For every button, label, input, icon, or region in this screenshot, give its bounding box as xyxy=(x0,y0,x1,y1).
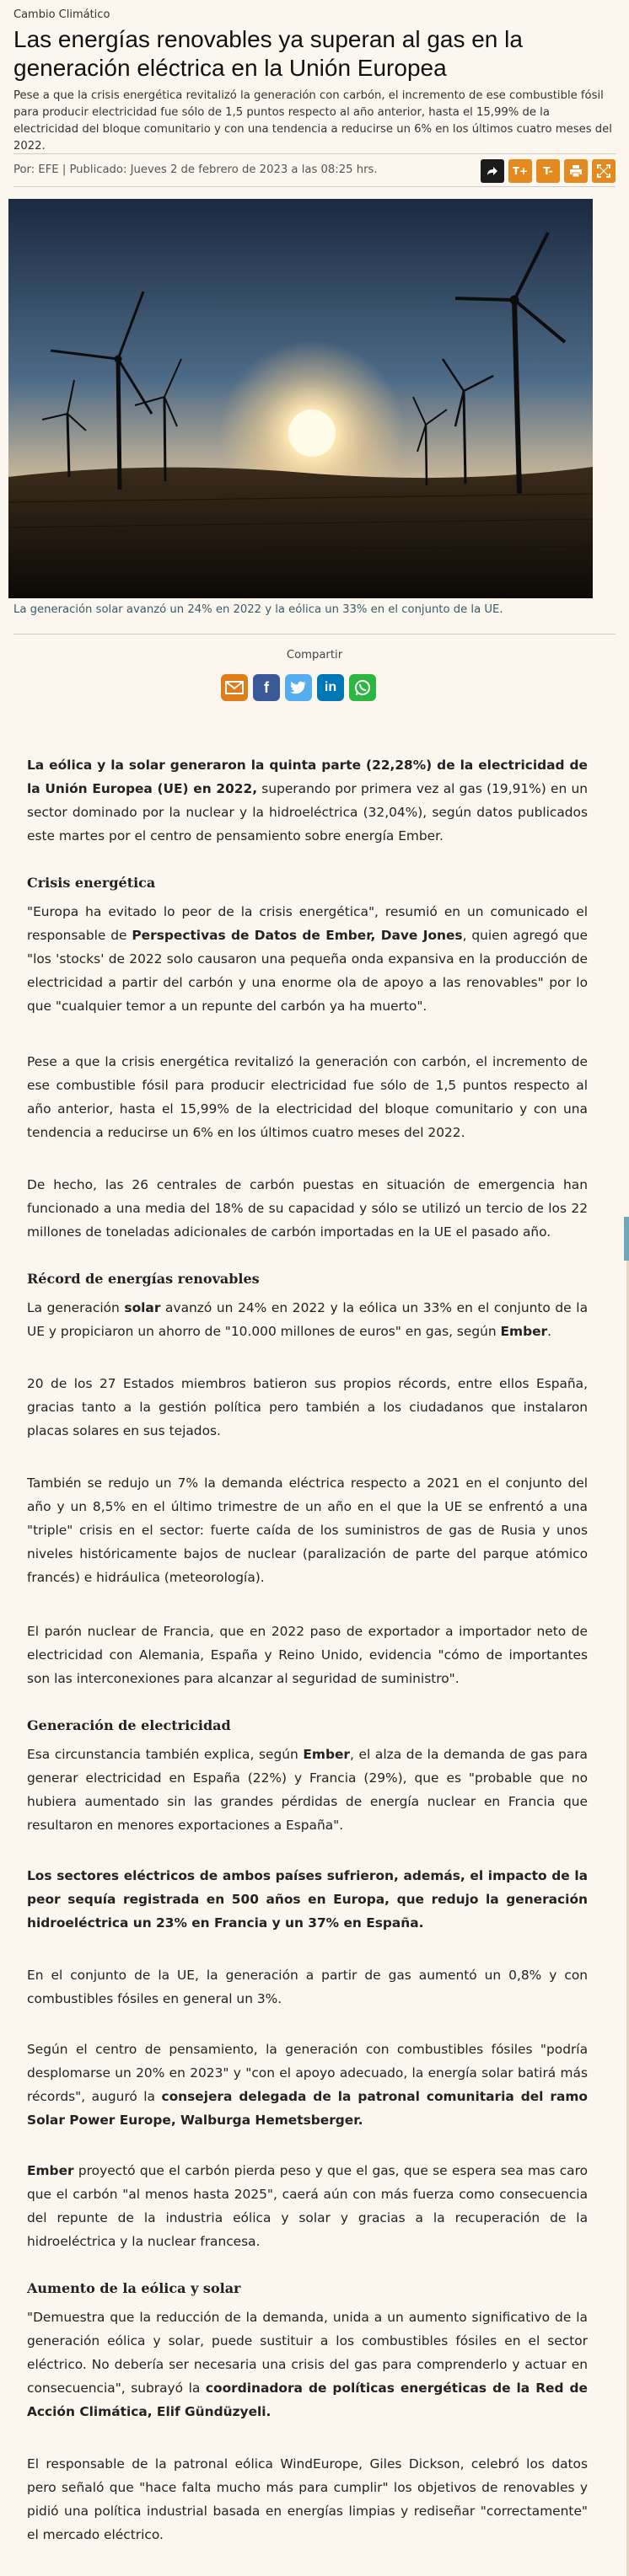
share-twitter-button[interactable] xyxy=(285,674,312,701)
section-label[interactable]: Cambio Climático xyxy=(13,8,110,21)
page-title: Las energías renovables ya superan al gas en la generación eléctrica en la Unión Europea xyxy=(13,26,523,81)
share-arrow-button[interactable] xyxy=(481,159,504,183)
print-button[interactable] xyxy=(564,159,588,183)
paragraph: Según el centro de pensamiento, la generación con combustibles fósiles "podría desplomarse un 20% en 2023" y "con el apoyo adecuado, la energía solar batirá más récords", auguró la consejera delegada de la patronal comunitaria del ramo Solar Power Europe, Walburga Hemetsberger. xyxy=(27,2042,588,2128)
paragraph: La eólica y la solar generaron la quinta parte (22,28%) de la electricidad de la Unión Europea (UE) en 2022, superando por primera vez al gas (19,91%) en un sector dominado por la nuclear y la hidroeléctrica (32,04%), según datos publicados este martes por el centro de pensamiento sobre energía Ember. xyxy=(27,758,589,843)
email-icon xyxy=(225,681,244,694)
print-icon xyxy=(569,164,583,178)
facebook-icon: f xyxy=(264,678,269,696)
paragraph: La generación solar avanzó un 24% en 2022 y la eólica un 33% en el conjunto de la UE y propiciaron un ahorro de "10.000 millones de euros" en gas, según Ember. xyxy=(27,1300,589,1339)
subheading-increase: Aumento de la eólica y solar xyxy=(27,2280,241,2296)
side-scroll-tab[interactable] xyxy=(624,1217,629,1261)
subheading-crisis: Crisis energética xyxy=(27,875,156,891)
byline: Por: EFE | Publicado: Jueves 2 de febrero de 2023 a las 08:25 hrs. xyxy=(13,163,378,176)
share-email-button[interactable] xyxy=(221,674,248,701)
paragraph: Los sectores eléctricos de ambos países sufrieron, además, el impacto de la peor sequía registrada en 500 años en Europa, que redujo la generación hidroeléctrica un 23% en Francia y un 37% en España. xyxy=(27,1868,588,1931)
hero-image xyxy=(8,199,593,598)
share-linkedin-button[interactable] xyxy=(317,674,344,701)
twitter-icon xyxy=(290,681,307,694)
paragraph: El responsable de la patronal eólica WindEurope, Giles Dickson, celebró los datos pero señaló que "hace falta mucho más para cumplir" los objetivos de renovables y pidió una política industrial basada en energías limpias y rediseñar "correctamente" el mercado eléctrico. xyxy=(27,2456,588,2542)
font-decrease-button[interactable]: T- xyxy=(536,159,560,183)
paragraph: En el conjunto de la UE, la generación a partir de gas aumentó un 0,8% y con combustibles fósiles en general un 3%. xyxy=(27,1968,588,2006)
wind-turbines-sunset-image xyxy=(8,199,593,598)
paragraph: De hecho, las 26 centrales de carbón puestas en situación de emergencia han funcionado a una media del 18% de su capacidad y sólo se utilizó un tercio de los 22 millones de toneladas adicionales de carbón importadas en la UE el pasado año. xyxy=(27,1177,588,1240)
paragraph: También se redujo un 7% la demanda eléctrica respecto a 2021 en el conjunto del año y un 8,5% en el último trimestre de un año en el que la UE se enfrentó a una "triple" crisis en el sector: fuerte caída de los suministros de gas de Rusia y unos niveles históricamente bajos de nuclear (paralización de parte del parque atómico francés) e hidráulica (meteorología). xyxy=(27,1475,588,1585)
expand-icon xyxy=(597,164,610,178)
share-whatsapp-button[interactable] xyxy=(349,674,376,701)
paragraph: "Europa ha evitado lo peor de la crisis energética", resumió en un comunicado el responsable de Perspectivas de Datos de Ember, Dave Jones, quien agregó que "los 'stocks' de 2022 solo causaron una pequeña onda expansiva en la producción de electricidad a partir del carbón y una enorme ola de apoyo a las renovables" por lo que "cualquier temor a un repunte del carbón ya ha muerto". xyxy=(27,904,588,1014)
fullscreen-button[interactable] xyxy=(592,159,616,183)
linkedin-icon: in xyxy=(324,680,337,694)
paragraph: Pese a que la crisis energética revitalizó la generación con carbón, el incremento de ese combustible fósil para producir electricidad fue sólo de 1,5 puntos respecto al año anterior, hasta el 15,99% de la electricidad del bloque comunitario y con una tendencia a reducirse un 6% en los últimos cuatro meses del 2022. xyxy=(27,1054,588,1140)
image-caption: La generación solar avanzó un 24% en 2022 y la eólica un 33% en el conjunto de la UE. xyxy=(13,603,503,616)
share-label: Compartir xyxy=(286,649,343,661)
paragraph: "Demuestra que la reducción de la demanda, unida a un aumento significativo de la generación eólica y solar, puede sustituir a los combustibles fósiles en el sector eléctrico. No debería ser necesaria una crisis del gas para comprenderlo y actuar en consecuencia", subrayó la coordinadora de políticas energéticas de la Red de Acción Climática, Elif Gündüzyeli. xyxy=(27,2310,588,2419)
share-facebook-button[interactable] xyxy=(253,674,280,701)
whatsapp-icon xyxy=(353,678,372,697)
share-icons xyxy=(221,674,376,701)
subheading-generation: Generación de electricidad xyxy=(27,1717,231,1733)
paragraph: El parón nuclear de Francia, que en 2022 paso de exportador a importador neto de electricidad con Alemania, España y Reino Unido, evidencia "cómo de importantes son las interconexiones para alcanzar al seguridad de suministro". xyxy=(27,1624,588,1686)
divider xyxy=(13,634,616,635)
font-increase-button[interactable]: T+ xyxy=(508,159,532,183)
byline-bar xyxy=(13,153,616,187)
share-arrow-icon xyxy=(487,165,498,177)
article-tools xyxy=(481,159,616,183)
article-subtitle: Pese a que la crisis energética revitalizó la generación con carbón, el incremento de ese combustible fósil para producir electricidad fue sólo de 1,5 puntos respecto al año anterior, hasta el 15,99% de la electricidad del bloque comunitario y con una tendencia a reducirse un 6% en los últimos cuatro meses del 2022. xyxy=(13,89,612,153)
paragraph: 20 de los 27 Estados miembros batieron sus propios récords, entre ellos España, gracias tanto a la gestión política pero también a los ciudadanos que instalaron placas solares en sus tejados. xyxy=(27,1376,588,1438)
paragraph: Ember proyectó que el carbón pierda peso y que el gas, que se espera sea mas caro que el carbón "al menos hasta 2025", caerá aún con más fuerza como consecuencia del repunte de la industria eólica y solar y gracias a la recuperación de la hidroeléctrica y la nuclear francesa. xyxy=(27,2163,588,2249)
subheading-record: Récord de energías renovables xyxy=(27,1271,260,1287)
paragraph: Esa circunstancia también explica, según Ember, el alza de la demanda de gas para generar electricidad en España (22%) y Francia (29%), que es "probable que no hubiera aumentado sin las grandes pérdidas de energía nuclear en Francia que resultaron en menores exportaciones a España". xyxy=(27,1747,588,1833)
